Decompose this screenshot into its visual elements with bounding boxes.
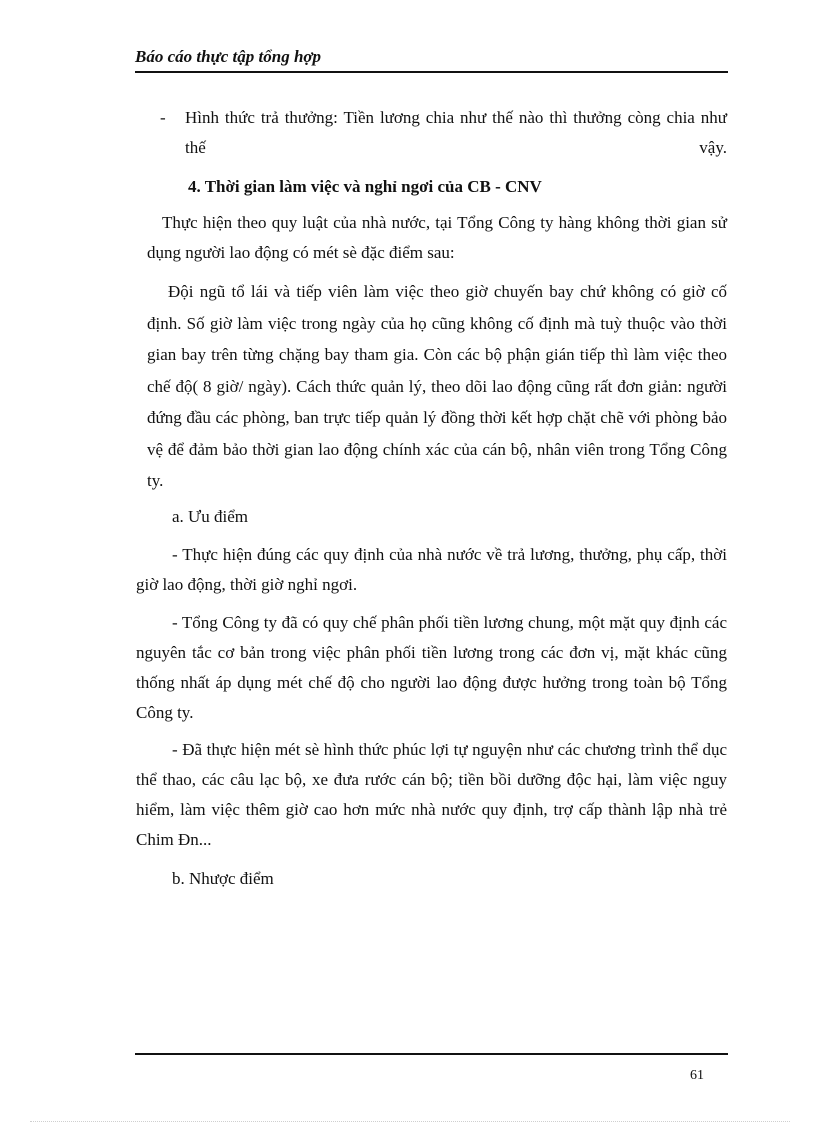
section-heading: 4. Thời gian làm việc và nghỉ ngơi của CB - CNV — [188, 177, 542, 196]
flight-crew-paragraph: Đội ngũ tổ lái và tiếp viên làm việc theo giờ chuyến bay chứ không có giờ cố định. Số giờ làm việc trong ngày của họ cũng không cố định mà tuỳ thuộc vào thời gian bay trên từng chặng bay tham gia. Còn các bộ phận gián tiếp thì làm việc theo chế độ( 8 giờ/ ngày). Cách thức quản lý, theo dõi lao động cũng rất đơn giản: người đứng đầu các phòng, ban trực tiếp quản lý đồng thời kết hợp chặt chẽ với phòng bảo vệ để đảm bảo thời gian lao động chính xác của cán bộ, nhân viên trong Tổng Công ty. — [147, 282, 727, 490]
intro-paragraph: Thực hiện theo quy luật của nhà nước, tại Tổng Công ty hàng không thời gian sử dụng người lao động có mét sè đặc điểm sau: — [147, 213, 727, 262]
subheading-advantages: a. Ưu điểm — [172, 507, 248, 526]
advantage-item-1: - Thực hiện đúng các quy định của nhà nước về trả lương, thưởng, phụ cấp, thời giờ lao động, thời giờ nghỉ ngơi. — [136, 545, 727, 594]
advantage-item-2: - Tổng Công ty đã có quy chế phân phối tiền lương chung, một mặt quy định các nguyên tắc cơ bản trong việc phân phối tiền lương trong các đơn vị, mặt khác cũng thống nhất áp dụng mét chế độ cho người lao động được hưởng trong toàn bộ Tổng Công ty. — [136, 613, 727, 722]
page-edge-divider — [30, 1121, 790, 1122]
header-rule — [135, 71, 728, 73]
subheading-disadvantages: b. Nhược điểm — [172, 869, 274, 888]
advantage-item-3: - Đã thực hiện mét sè hình thức phúc lợi tự nguyện như các chương trình thể dục thể thao, các câu lạc bộ, xe đưa rước cán bộ; tiền bồi dưỡng độc hại, làm việc nguy hiểm, làm việc thêm giờ cao hơn mức nhà nước quy định, trợ cấp thành lập nhà trẻ Chim Đn... — [136, 740, 727, 849]
footer-rule — [135, 1053, 728, 1055]
header-title: Báo cáo thực tập tổng hợp — [135, 47, 322, 66]
page-number: 61 — [690, 1068, 704, 1083]
bullet-marker: - — [160, 108, 166, 127]
bullet-paragraph: Hình thức trả thưởng: Tiền lương chia như thế nào thì thưởng còng chia như thế vậy. — [185, 108, 727, 157]
